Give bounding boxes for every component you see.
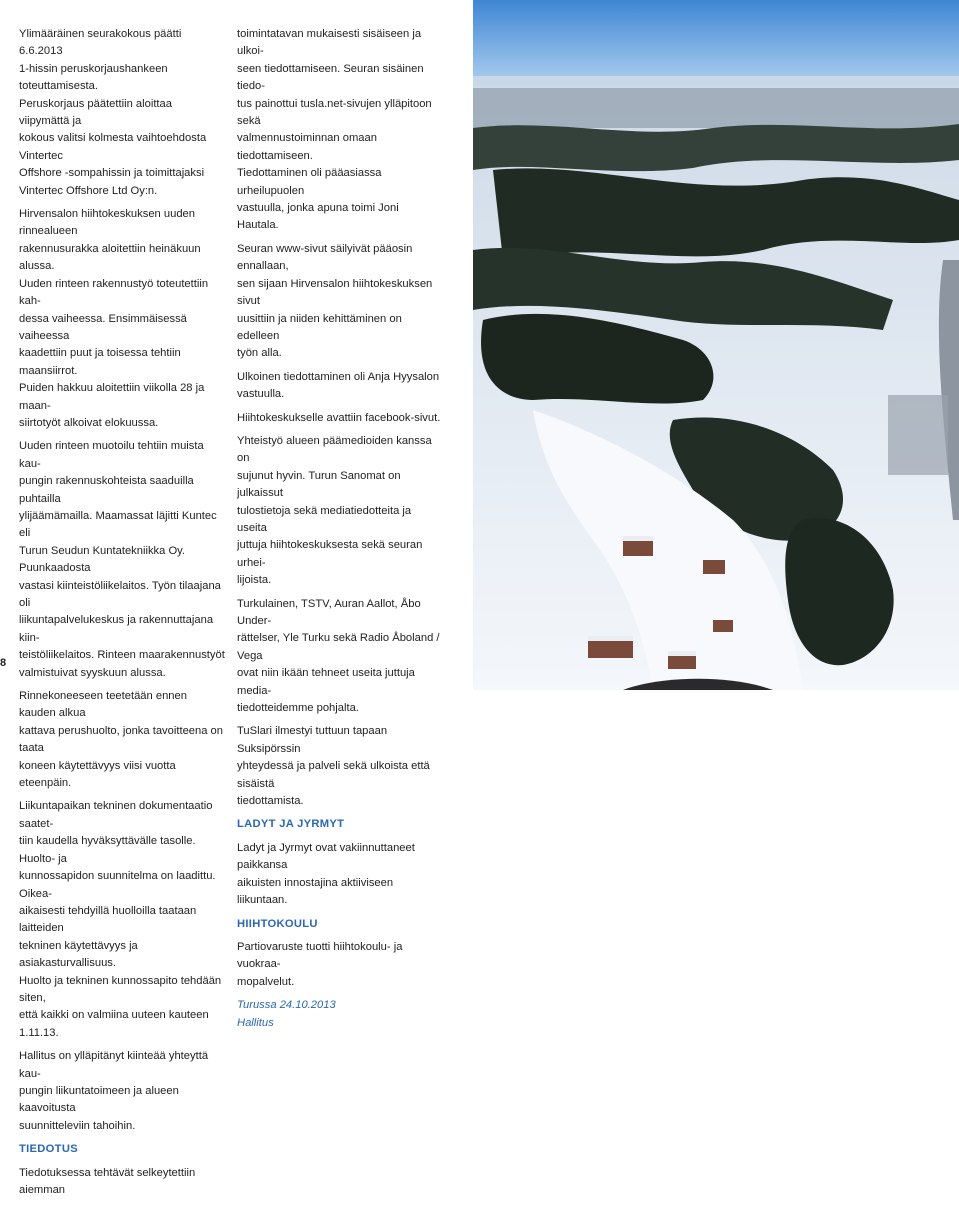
mid-paragraph-6: Turkulainen, TSTV, Auran Aallot, Åbo Under- rättelser, Yle Turku sekä Radio Åboland / Vega ovat niin ikään tehneet useita juttuja media- tiedotteidemme pohjalta.: [237, 597, 440, 715]
ladyt-paragraph: Ladyt ja Jyrmyt ovat vakiinnuttaneet paikkansa aikuisten innostajina aktiiviseen liikuntaan.: [237, 841, 415, 907]
hiihtokoulu-paragraph: Partiovaruste tuotti hiihtokoulu- ja vuokraa- mopalvelut.: [237, 940, 403, 988]
heading-tiedotus: TIEDOTUS: [19, 1143, 78, 1156]
signoff-place-date: Turussa 24.10.2013: [237, 999, 336, 1012]
mid-paragraph-7: TuSlari ilmestyi tuttuun tapaan Suksipörssin yhteydessä ja palveli sekä ulkoista että sisäistä tiedottamista.: [237, 725, 430, 808]
mid-paragraph-3: Ulkoinen tiedottaminen oli Anja Hyysalon vastuulla.: [237, 370, 440, 401]
left-paragraph-1: Ylimääräinen seurakokous päätti 6.6.2013 1-hissin peruskorjaushankeen toteuttamisesta. Peruskorjaus päätettiin aloittaa viipymättä ja kokous valitsi kolmesta vaihtoehdosta Vintertec Offshore -sompahissin ja toimittajaksi Vintertec Offshore Ltd Oy:n.: [19, 28, 207, 197]
left-paragraph-4: Rinnekoneeseen teetetään ennen kauden alkua kattava perushuolto, jonka tavoitteena on taata koneen käytettävyys viisi vuotta eteenpäin.: [19, 690, 224, 790]
mid-paragraph-1: toimintatavan mukaisesti sisäiseen ja ulkoi- seen tiedottamiseen. Seuran sisäinen tiedo- tus painottui tusla.net-sivujen ylläpitoon sekä valmennustoiminnan omaan tiedottamiseen. Tiedottaminen oli pääasiassa urheilupuolen vastuulla, jonka apuna toimi Joni Hautala.: [237, 28, 432, 232]
middle-text-column: [237, 26, 443, 1032]
parking-lot: [888, 395, 948, 475]
left-text-column: [19, 26, 225, 1205]
mid-paragraph-2: Seuran www-sivut säilyivät pääosin ennallaan, sen sijaan Hirvensalon hiihtokeskuksen sivut uusittiin ja niiden kehittäminen on edelleen työn alla.: [237, 242, 433, 360]
mid-paragraph-4: Hiihtokeskukselle avattiin facebook-sivut.: [237, 411, 441, 424]
aerial-ski-slope-photo: [473, 0, 959, 690]
heading-hiihtokoulu: HIIHTOKOULU: [237, 917, 318, 930]
signoff-signer: Hallitus: [237, 1016, 274, 1029]
distant-city: [473, 88, 959, 128]
left-paragraph-6: Hallitus on ylläpitänyt kiinteää yhteyttä kau- pungin liikuntatoimeen ja alueen kaavoitusta suunnitteleviin tahoihin.: [19, 1050, 209, 1132]
mid-paragraph-5: Yhteistyö alueen päämedioiden kanssa on sujunut hyvin. Turun Sanomat on julkaissut tulostietoja sekä mediatiedotteita ja useita juttuja hiihtokeskuksesta sekä seuran urhei- lijoista.: [237, 434, 432, 587]
tiedotus-paragraph: Tiedotuksessa tehtävät selkeytettiin aiemman: [19, 1166, 196, 1196]
left-paragraph-2: Hirvensalon hiihtokeskuksen uuden rinnealueen rakennusurakka aloitettiin heinäkuun alussa. Uuden rinteen rakennustyö toteutettiin kah- dessa vaiheessa. Ensimmäisessä vaiheessa kaadettiin puut ja toisessa tehtiin maansiirrot. Puiden hakkuu aloitettiin viikolla 28 ja maan- siirtotyöt alkoivat elokuussa.: [19, 208, 209, 429]
sky: [473, 0, 959, 82]
heading-ladyt-ja-jyrmyt: LADYT JA JYRMYT: [237, 818, 345, 831]
page-number: 8: [0, 657, 7, 669]
left-paragraph-3: Uuden rinteen muotoilu tehtiin muista kau- pungin rakennuskohteista saaduilla puhtailla ylijäämämailla. Maamassat läjitti Kuntec eli Turun Seudun Kuntatekniikka Oy. Puunkaadosta vastasi kiinteistöliikelaitos. Työn tilaajana oli liikuntapalvelukeskus ja rakennuttajana kiin- teistöliikelaitos. Rinteen maarakennustyöt valmistuivat syyskuun alussa.: [19, 440, 225, 679]
left-paragraph-5: Liikuntapaikan tekninen dokumentaatio saatet- tiin kaudella hyväksyttävälle tasolle. Huolto- ja kunnossapidon suunnitelma on laadittu. Oikea- aikaisesti tehdyillä huolloilla taataan laitteiden tekninen käytettävyys ja asiakasturvallisuus. Huolto ja tekninen kunnossapito tehdään siten, että kaikki on valmiina uuteen kauteen 1.11.13.: [19, 800, 222, 1039]
